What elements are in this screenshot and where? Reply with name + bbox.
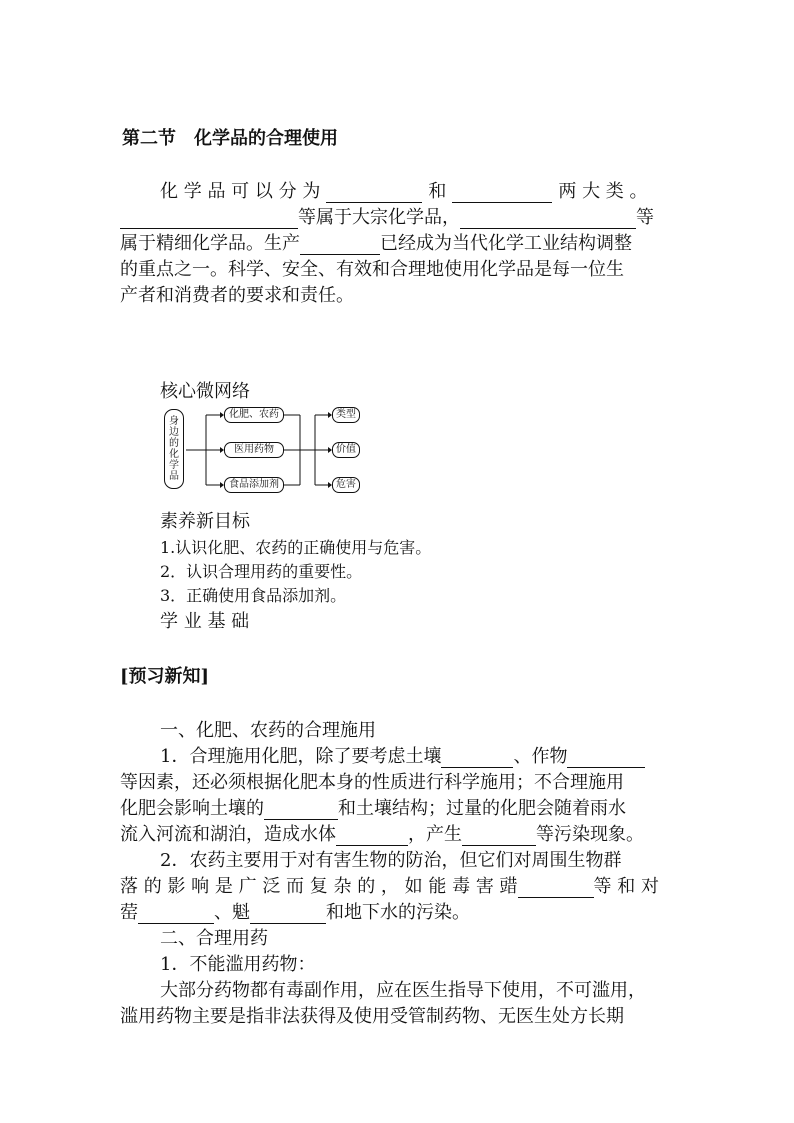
intro-line-4: 的重点之一。科学、安全、有效和合理地使用化学品是每一位生 [120,259,624,280]
sec1-text: 䓨 [120,902,138,923]
fill-blank[interactable] [120,210,298,229]
concept-diagram [160,405,360,495]
fill-blank[interactable] [264,801,338,820]
intro-text: 和 [428,181,447,202]
intro-text: 两 大 类 。 [558,181,648,202]
sec2-heading: 二、合理用药 [160,928,268,949]
intro-text: 等属于大宗化学品， [298,207,460,228]
fill-blank[interactable] [460,210,636,229]
fill-blank[interactable] [518,879,594,898]
sec1-text: 等污染现象。 [536,824,644,845]
sec1-text: 和土壤结构；过量的化肥会随着雨水 [338,798,626,819]
goals-heading: 素养新目标 [160,511,250,532]
study-basis-heading: 学 业 基 础 [160,611,250,632]
sec1-p1-line3 [120,794,626,820]
fill-blank[interactable] [441,749,513,768]
diagram-center-box: 身边的化学品 [164,409,184,489]
sec1-p1-line2: 等因素，还必须根据化肥本身的性质进行科学施用；不合理施用 [120,772,624,793]
sec1-text: 和地下水的污染。 [326,902,470,923]
sec1-text: 、作物 [513,746,568,767]
intro-line-5: 产者和消费者的要求和责任。 [120,285,354,306]
diagram-node-harm: 危害 [332,477,360,493]
sec1-heading: 一、化肥、农药的合理施用 [160,720,376,741]
intro-text: 已经成为当代化学工业结构调整 [380,233,632,254]
intro-text: 化 学 品 可 以 分 为 [160,181,321,202]
intro-line-2 [120,203,654,229]
sec2-sub1: 1．不能滥用药物： [160,954,316,975]
intro-line-3 [120,229,632,255]
network-heading: 核心微网络 [160,381,250,402]
sec1-p2-line2 [120,872,659,898]
goal-item: 1.认识化肥、农药的正确使用与危害。 [160,538,432,557]
diagram-node-medicine: 医用药物 [224,442,284,458]
fill-blank[interactable] [250,905,326,924]
sec1-p2-line1: 2．农药主要用于对有害生物的防治，但它们对周围生物群 [160,850,622,871]
preview-heading: [预习新知] [120,666,210,687]
fill-blank[interactable] [462,827,536,846]
sec1-p1-line1 [160,742,645,768]
sec1-p2-line3 [120,898,470,924]
goal-item: 3．正确使用食品添加剂。 [160,586,347,605]
diagram-node-value: 价值 [332,442,360,458]
diagram-node-additive: 食品添加剂 [224,477,284,493]
sec1-p1-line4 [120,820,644,846]
sec1-text: 化肥会影响土壤的 [120,798,264,819]
intro-line-1 [160,177,648,203]
sec1-text: 流入河流和湖泊，造成水体 [120,824,336,845]
fill-blank[interactable] [567,749,645,768]
diagram-node-type: 类型 [332,407,360,423]
section-title: 第二节 化学品的合理使用 [122,128,338,149]
diagram-node-fertilizer: 化肥、农药 [224,407,284,423]
sec1-text: 落 的 影 响 是 广 泛 而 复 杂 的 ， 如 能 毒 害 䜺 [120,876,518,897]
intro-text: 等 [636,207,654,228]
sec2-p-line1: 大部分药物都有毒副作用，应在医生指导下使用，不可滥用， [160,980,646,1001]
fill-blank[interactable] [300,236,380,255]
fill-blank[interactable] [336,827,408,846]
sec2-p-line2: 滥用药物主要是指非法获得及使用受管制药物、无医生处方长期 [120,1006,624,1027]
goal-item: 2．认识合理用药的重要性。 [160,562,363,581]
intro-text: 属于精细化学品。生产 [120,233,300,254]
sec1-text: 1．合理施用化肥，除了要考虑土壤 [160,746,442,767]
fill-blank[interactable] [452,184,552,203]
sec1-text: 等 和 对 [593,876,659,897]
sec1-text: ，产生 [408,824,462,845]
sec1-text: 、魁 [214,902,250,923]
fill-blank[interactable] [138,905,214,924]
fill-blank[interactable] [326,184,422,203]
